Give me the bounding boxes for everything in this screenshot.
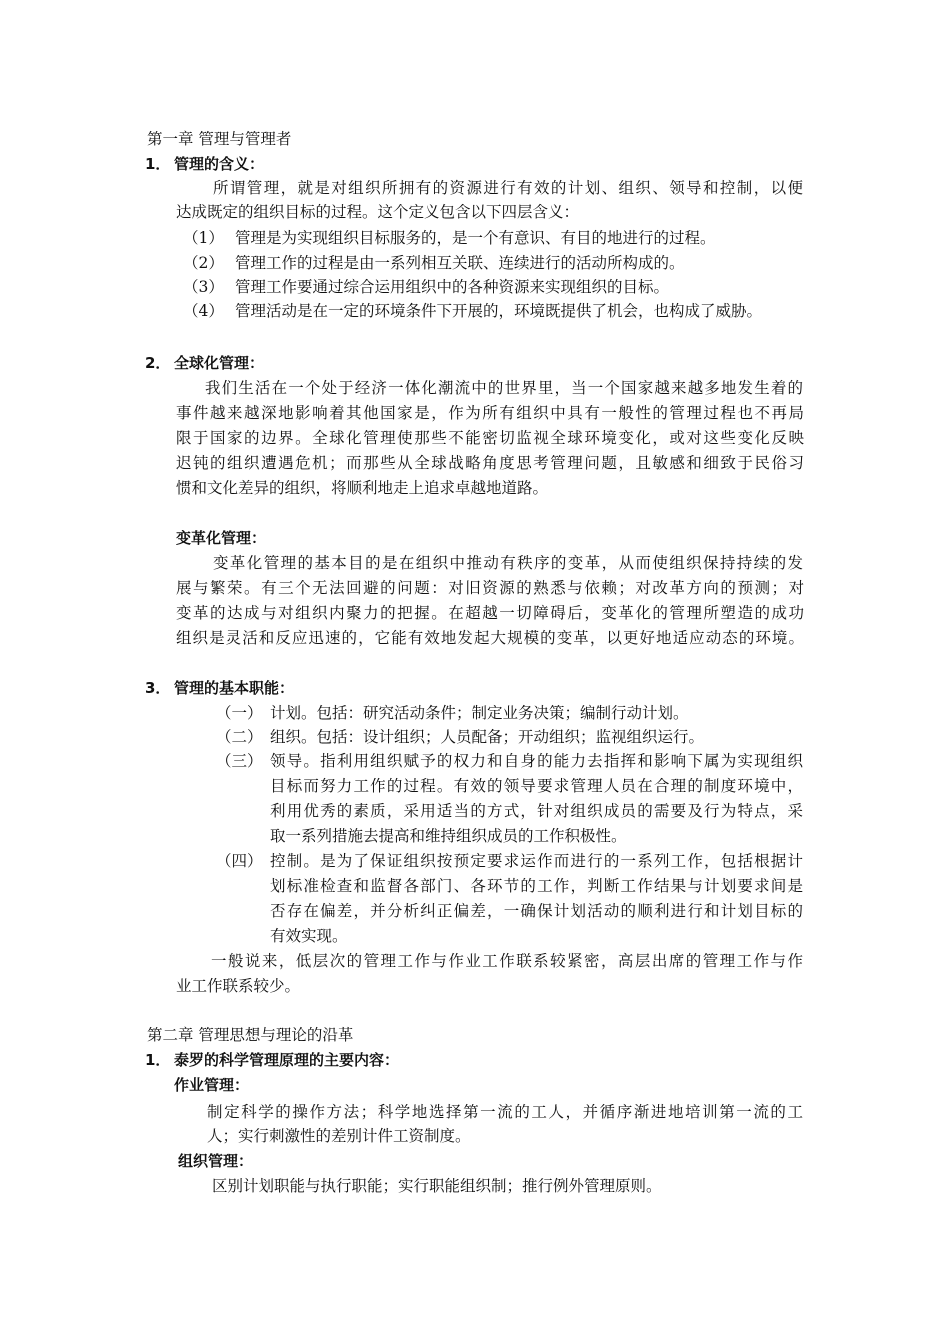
section-heading-management-meaning: 管理的含义：	[174, 155, 265, 173]
function-text: 目标而努力工作的过程。有效的领导要求管理人员在合理的制度环境中，	[270, 777, 803, 795]
function-marker: （一）	[216, 704, 263, 722]
section-heading-basic-functions: 管理的基本职能：	[174, 679, 295, 697]
function-text: 控制。是为了保证组织按预定要求运作而进行的一系列工作，包括根据计	[270, 852, 803, 870]
paragraph-line: 变革化管理的基本目的是在组织中推动有秩序的变革，从而使组织保持持续的发	[213, 554, 803, 572]
list-item-text: 管理活动是在一定的环境条件下开展的，环境既提供了机会，也构成了威胁。	[235, 302, 763, 320]
function-text: 领导。指利用组织赋予的权力和自身的能力去指挥和影响下属为实现组织	[270, 752, 803, 770]
paragraph-line: 区别计划职能与执行职能；实行职能组织制；推行例外管理原则。	[212, 1177, 662, 1195]
section-number: 1．	[145, 1051, 171, 1069]
list-marker: （3）	[183, 278, 224, 296]
paragraph-line: 惯和文化差异的组织，将顺利地走上追求卓越地道路。	[176, 479, 549, 497]
paragraph-line: 展与繁荣。有三个无法回避的问题：对旧资源的熟悉与依赖；对改革方向的预测；对	[176, 579, 804, 597]
function-marker: （二）	[216, 728, 263, 746]
list-marker: （1）	[183, 229, 224, 247]
paragraph-line: 迟钝的组织遭遇危机；而那些从全球战略角度思考管理问题，且敏感和细致于民俗习	[176, 454, 804, 472]
sub-heading-organization-management: 组织管理：	[178, 1152, 254, 1170]
function-text: 否存在偏差，并分析纠正偏差，一确保计划活动的顺利进行和计划目标的	[270, 902, 803, 920]
paragraph-line: 一般说来，低层次的管理工作与作业工作联系较紧密，高层出席的管理工作与作	[211, 952, 803, 970]
paragraph-line: 限于国家的边界。全球化管理使那些不能密切监视全球环境变化，或对这些变化反映	[176, 429, 804, 447]
paragraph-line: 制定科学的操作方法；科学地选择第一流的工人，并循序渐进地培训第一流的工	[207, 1103, 803, 1121]
function-text: 划标准检查和监督各部门、各环节的工作，判断工作结果与计划要求间是	[270, 877, 803, 895]
paragraph-line: 所谓管理，就是对组织所拥有的资源进行有效的计划、组织、领导和控制，以便	[213, 179, 803, 197]
chapter-2-title: 第二章 管理思想与理论的沿革	[147, 1026, 354, 1044]
section-heading-taylor: 泰罗的科学管理原理的主要内容：	[174, 1051, 400, 1069]
list-marker: （2）	[183, 254, 224, 272]
function-marker: （四）	[216, 852, 263, 870]
paragraph-line: 组织是灵活和反应迅速的，它能有效地发起大规模的变革，以更好地适应动态的环境。	[176, 629, 804, 647]
paragraph-line: 变革的达成与对组织内聚力的把握。在超越一切障碍后，变革化的管理所塑造的成功	[176, 604, 804, 622]
function-text: 利用优秀的素质，采用适当的方式，针对组织成员的需要及行为特点，采	[270, 802, 803, 820]
sub-heading-change-management: 变革化管理：	[176, 529, 267, 547]
chapter-1-title: 第一章 管理与管理者	[147, 130, 292, 148]
paragraph-line: 达成既定的组织目标的过程。这个定义包含以下四层含义：	[176, 203, 580, 221]
function-text: 组织。包括：设计组织；人员配备；开动组织；监视组织运行。	[270, 728, 705, 746]
list-marker: （4）	[183, 302, 224, 320]
paragraph-line: 业工作联系较少。	[176, 977, 301, 995]
list-item-text: 管理是为实现组织目标服务的，是一个有意识、有目的地进行的过程。	[235, 229, 716, 247]
function-text: 计划。包括：研究活动条件；制定业务决策；编制行动计划。	[270, 704, 689, 722]
paragraph-line: 我们生活在一个处于经济一体化潮流中的世界里，当一个国家越来越多地发生着的	[205, 379, 803, 397]
function-text: 取一系列措施去提高和维持组织成员的工作积极性。	[270, 827, 627, 845]
section-number: 3．	[145, 679, 171, 697]
list-item-text: 管理工作的过程是由一系列相互关联、连续进行的活动所构成的。	[235, 254, 685, 272]
sub-heading-operation-management: 作业管理：	[174, 1076, 250, 1094]
section-number: 2．	[145, 354, 171, 372]
paragraph-line: 人；实行刺激性的差别计件工资制度。	[207, 1127, 471, 1145]
list-item-text: 管理工作要通过综合运用组织中的各种资源来实现组织的目标。	[235, 278, 670, 296]
function-text: 有效实现。	[270, 927, 348, 945]
section-heading-globalization: 全球化管理：	[174, 354, 265, 372]
section-number: 1．	[145, 155, 171, 173]
paragraph-line: 事件越来越深地影响着其他国家是，作为所有组织中具有一般性的管理过程也不再局	[176, 404, 804, 422]
function-marker: （三）	[216, 752, 263, 770]
